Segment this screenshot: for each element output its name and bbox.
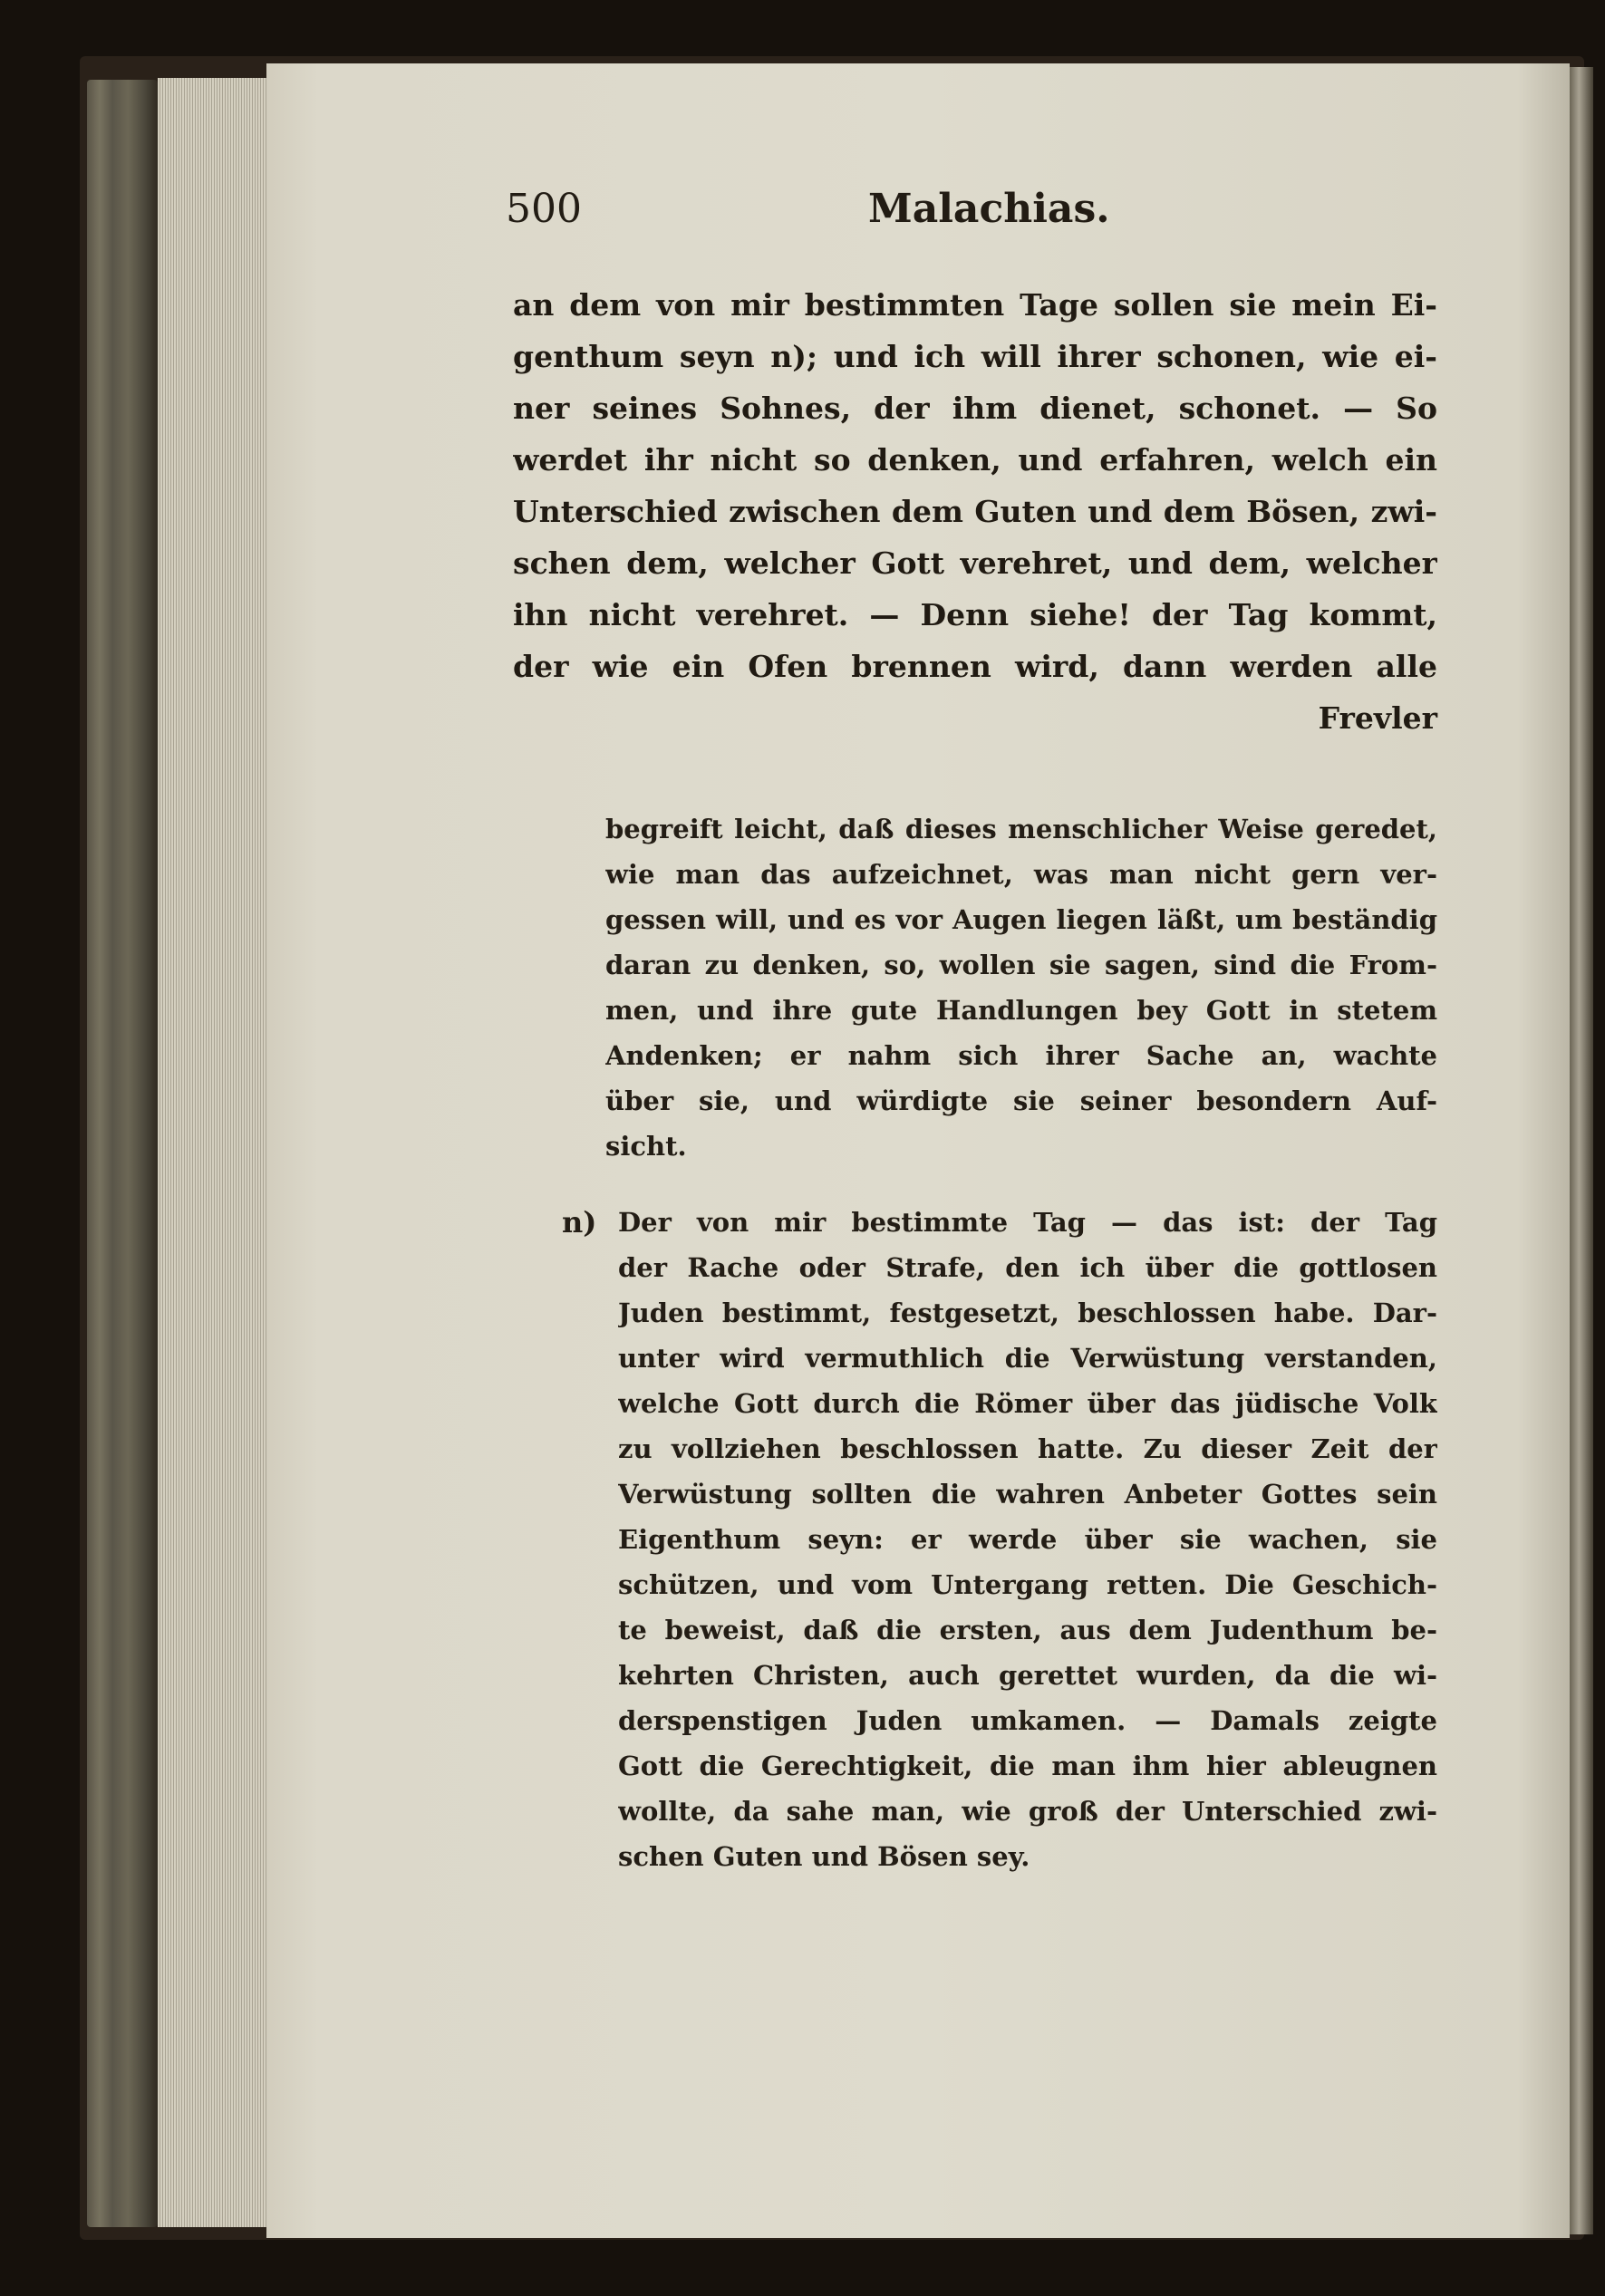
- footnote-line: kehrten Christen, auch gerettet wurden, da die wi-: [618, 1660, 1437, 1691]
- catchword: Frevler: [1318, 700, 1437, 736]
- footnote-line: schützen, und vom Untergang retten. Die Geschich-: [618, 1569, 1437, 1600]
- main-text-line: der wie ein Ofen brennen wird, dann werden alle: [513, 649, 1437, 684]
- footnote-line: derspenstigen Juden umkamen. — Damals zeigte: [618, 1705, 1437, 1736]
- footnote-line: zu vollziehen beschlossen hatte. Zu dieser Zeit der: [618, 1433, 1437, 1464]
- main-text-line: werdet ihr nicht so denken, und erfahren, welch ein: [513, 442, 1437, 478]
- footnote-line: schen Guten und Bösen sey.: [618, 1841, 1030, 1872]
- main-text-line: genthum seyn n); und ich will ihrer schonen, wie ei-: [513, 339, 1437, 374]
- main-text-line: ihn nicht verehret. — Denn siehe! der Tag kommt,: [513, 597, 1437, 632]
- page-header: [506, 186, 1430, 249]
- stacked-page-edges: [158, 78, 266, 2227]
- footnote-n: [618, 1200, 1437, 1879]
- footnote-line: Andenken; er nahm sich ihrer Sache an, wachte: [605, 1040, 1437, 1071]
- footnote-line: daran zu denken, so, wollen sie sagen, sind die From-: [605, 950, 1437, 980]
- footnote-n-marker: n): [562, 1205, 597, 1240]
- footnote-line: Der von mir bestimmte Tag — das ist: der Tag: [618, 1207, 1437, 1238]
- footnote-line: Verwüstung sollten die wahren Anbeter Gottes sein: [618, 1479, 1437, 1510]
- footnote-line: welche Gott durch die Römer über das jüdische Volk: [618, 1388, 1437, 1419]
- footnote-line: wie man das aufzeichnet, was man nicht gern ver-: [605, 859, 1437, 890]
- footnote-line: begreift leicht, daß dieses menschlicher Weise geredet,: [605, 814, 1437, 844]
- main-text-line: Unterschied zwischen dem Guten und dem Bösen, zwi-: [513, 494, 1437, 529]
- running-head: Malachias.: [868, 186, 1110, 232]
- main-text-line: an dem von mir bestimmten Tage sollen sie mein Ei-: [513, 287, 1437, 323]
- footnote-m-continuation: [605, 806, 1437, 1169]
- book-spine: [87, 80, 158, 2227]
- footnote-line: Eigenthum seyn: er werde über sie wachen, sie: [618, 1524, 1437, 1555]
- footnote-line: wollte, da sahe man, wie groß der Unterschied zwi-: [618, 1796, 1437, 1827]
- footnote-line: über sie, und würdigte sie seiner besondern Auf-: [605, 1085, 1437, 1116]
- facing-page-edge: [1570, 67, 1593, 2234]
- footnote-line: men, und ihre gute Handlungen bey Gott in stetem: [605, 995, 1437, 1026]
- main-text-line: ner seines Sohnes, der ihm dienet, schonet. — So: [513, 391, 1437, 426]
- page-number: 500: [506, 186, 582, 232]
- footnote-line: sicht.: [605, 1131, 687, 1162]
- main-text-line: schen dem, welcher Gott verehret, und dem, welcher: [513, 545, 1437, 581]
- footnote-line: Juden bestimmt, festgesetzt, beschlossen habe. Dar-: [618, 1298, 1437, 1328]
- footnote-line: unter wird vermuthlich die Verwüstung verstanden,: [618, 1343, 1437, 1374]
- footnote-line: gessen will, und es vor Augen liegen läßt, um beständig: [605, 904, 1437, 935]
- footnote-line: Gott die Gerechtigkeit, die man ihm hier ableugnen: [618, 1751, 1437, 1781]
- footnote-line: te beweist, daß die ersten, aus dem Judenthum be-: [618, 1615, 1437, 1645]
- main-text-block: [513, 279, 1437, 744]
- footnote-line: der Rache oder Strafe, den ich über die gottlosen: [618, 1252, 1437, 1283]
